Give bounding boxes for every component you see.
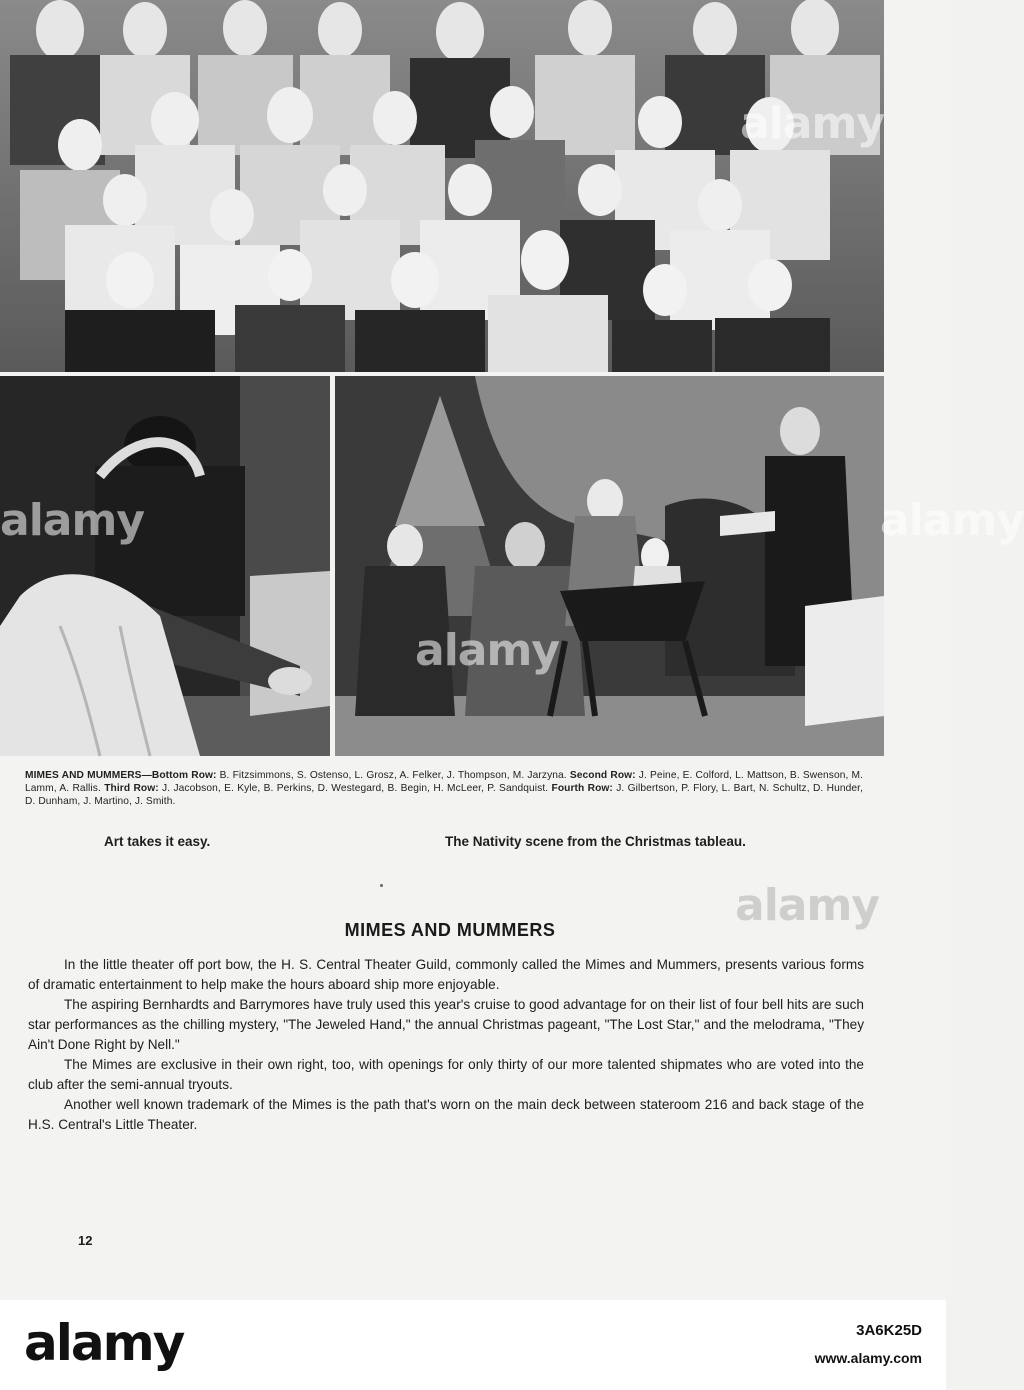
caption-row-label: Fourth Row: xyxy=(551,783,613,795)
caption-row-label: Bottom Row: xyxy=(151,770,217,781)
caption-row-names: J. Peine, E. Colford, L. Mattson, B. Swenson, M. Lamm, A. Rallis. xyxy=(25,770,864,795)
group-caption: MIMES AND MUMMERS—Bottom Row: B. Fitzsimmons, S. Ostenso, L. Grosz, A. Felker, J. Thompson, M. Jarzyna. Second Row: J. Peine, E. Colford, L. Mattson, B. Swenson, M. Lamm, A. Rallis. Third Row: J. Jacobson, E. Kyle, B. Perkins, D. Westegard, B. Begin, H. McLeer, P. Sandquist. Fourth Row: J. Gilbertson, P. Flory, L. Bart, N. Schultz, D. Hunder, D. Dunham, J. Martino, J. Smith. xyxy=(25,770,864,808)
article-paragraph: Another well known trademark of the Mimes is the path that's worn on the main deck between stateroom 216 and back stage of the H.S. Central's Little Theater. xyxy=(28,1097,864,1132)
caption-heading: MIMES AND MUMMERS xyxy=(25,770,142,781)
image-id: 3A6K25D xyxy=(856,1322,922,1339)
nativity-photo xyxy=(335,376,884,756)
caption-row-label: Second Row: xyxy=(569,770,636,781)
caption-row-label: Third Row: xyxy=(104,783,159,795)
article-paragraph: In the little theater off port bow, the H. S. Central Theater Guild, commonly called the Mimes and Mummers, presents various forms of dramatic entertainment to help make the hours aboard ship more enjoyable. xyxy=(28,957,864,992)
divider-dot xyxy=(380,884,383,887)
article-paragraph: The aspiring Bernhardts and Barrymores have truly used this year's cruise to good advantage for on their list of four bell hits are such star performances as the chilling mystery, "The Jeweled Hand," the annual Christmas pageant, "The Lost Star," and the melodrama, "They Ain't Done Right by Nell." xyxy=(28,997,864,1052)
watermark: alamy xyxy=(735,880,879,931)
article-paragraph: The Mimes are exclusive in their own right, too, with openings for only thirty of our more talented shipmates who are voted into the club after the semi-annual tryouts. xyxy=(28,1057,864,1092)
caption-row-names: B. Fitzsimmons, S. Ostenso, L. Grosz, A. Felker, J. Thompson, M. Jarzyna. xyxy=(219,770,567,781)
page-number: 12 xyxy=(78,1233,93,1248)
article-body xyxy=(28,955,864,1135)
nativity-photo-caption: The Nativity scene from the Christmas tableau. xyxy=(445,834,746,849)
caption-row-names: J. Jacobson, E. Kyle, B. Perkins, D. Westegard, B. Begin, H. McLeer, P. Sandquist. xyxy=(162,783,549,795)
article-title: MIMES AND MUMMERS xyxy=(344,920,556,940)
art-photo-caption: Art takes it easy. xyxy=(104,834,211,849)
watermark: alamy xyxy=(415,625,559,676)
watermark: alamy xyxy=(880,495,1024,546)
alamy-logo: alamy xyxy=(24,1314,184,1372)
group-photo xyxy=(0,0,884,372)
watermark: alamy xyxy=(0,495,144,546)
caption-row-names: J. Gilbertson, P. Flory, L. Bart, N. Schultz, D. Hunder, D. Dunham, J. Martino, J. Smith. xyxy=(25,783,864,808)
footer-url[interactable]: www.alamy.com xyxy=(814,1350,922,1366)
art-photo xyxy=(0,376,330,756)
watermark: alamy xyxy=(740,98,884,149)
